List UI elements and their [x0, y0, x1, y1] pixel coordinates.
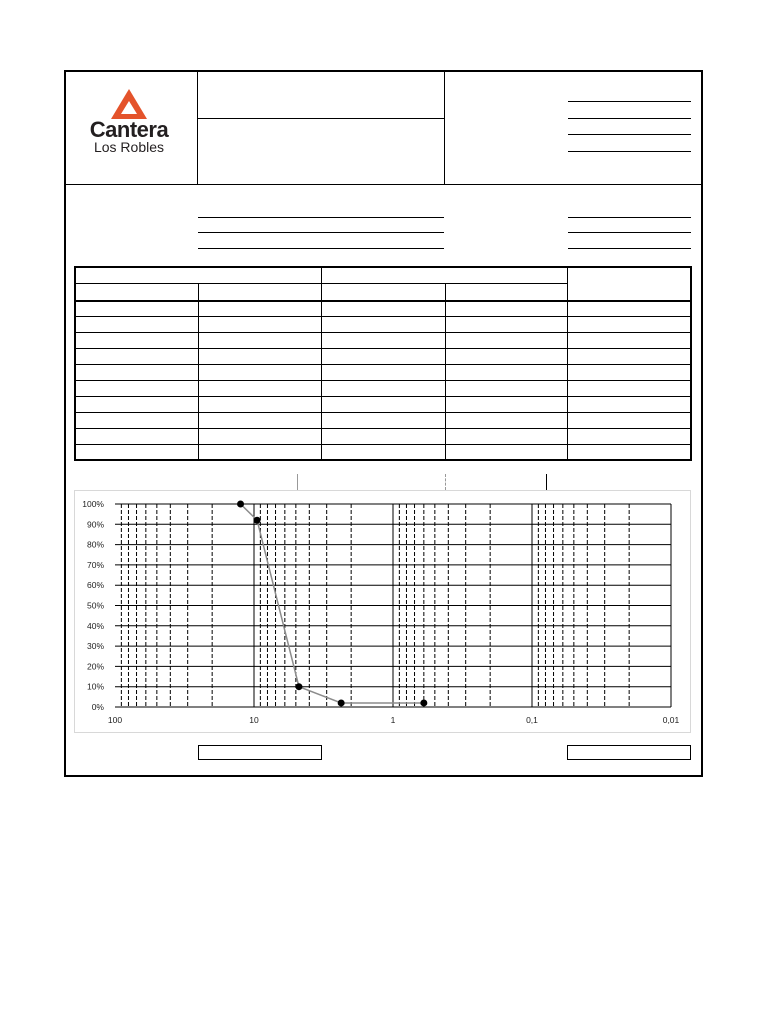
table-row-line — [75, 444, 691, 445]
table-row-line — [75, 332, 691, 333]
info-field-line — [568, 217, 691, 218]
table-row-line — [75, 412, 691, 413]
y-tick-label: 90% — [86, 519, 104, 530]
y-tick-label: 100% — [82, 499, 104, 509]
data-point — [237, 501, 244, 508]
table-row-line — [75, 396, 691, 397]
y-tick-label: 30% — [86, 641, 104, 652]
chart-marker-line — [297, 474, 298, 490]
chart-marker-line — [445, 474, 446, 490]
table-row-line — [75, 428, 691, 429]
x-tick-label: 0,01 — [662, 715, 680, 725]
header-field-line — [568, 151, 691, 152]
y-tick-label: 50% — [86, 600, 104, 611]
series-line — [241, 504, 424, 703]
y-tick-label: 70% — [86, 559, 104, 570]
table-col-line — [321, 267, 322, 460]
y-tick-label: 0% — [91, 702, 104, 712]
table-col-line — [198, 284, 199, 460]
header-field-line — [568, 101, 691, 102]
table-row-line — [75, 380, 691, 381]
info-field-line — [198, 232, 444, 233]
grading-chart-svg — [75, 491, 692, 734]
y-tick-label: 10% — [86, 681, 104, 692]
bottom-field-box-left — [198, 745, 322, 760]
x-tick-label: 0,1 — [526, 715, 538, 725]
header-divider-left — [197, 71, 198, 185]
x-tick-label: 1 — [390, 715, 396, 725]
logo-name: Cantera — [89, 117, 169, 142]
info-field-line — [198, 217, 444, 218]
table-row-line — [75, 364, 691, 365]
logo-subname: Los Robles — [93, 139, 165, 155]
data-point — [295, 683, 302, 690]
data-point — [420, 699, 427, 706]
chart-marker-line — [546, 474, 547, 490]
header-field-line — [568, 134, 691, 135]
table-col-line — [567, 267, 568, 460]
header-field-line — [568, 118, 691, 119]
y-tick-label: 60% — [86, 580, 104, 591]
info-field-line — [568, 248, 691, 249]
info-field-line — [568, 232, 691, 233]
table-col-line — [445, 284, 446, 460]
data-point — [338, 699, 345, 706]
header-bottom-divider — [65, 184, 702, 185]
company-logo — [74, 89, 184, 157]
bottom-field-box-right — [567, 745, 691, 760]
x-tick-label: 100 — [107, 715, 123, 725]
table-row-line — [75, 348, 691, 349]
y-tick-label: 80% — [86, 539, 104, 550]
info-field-line — [198, 248, 444, 249]
header-divider-right — [444, 71, 445, 185]
table-row-line — [75, 316, 691, 317]
grading-chart — [74, 490, 691, 733]
x-tick-label: 10 — [249, 715, 259, 725]
data-point — [254, 517, 261, 524]
y-tick-label: 20% — [86, 661, 104, 672]
y-tick-label: 40% — [86, 620, 104, 631]
header-mid-divider — [197, 118, 444, 119]
